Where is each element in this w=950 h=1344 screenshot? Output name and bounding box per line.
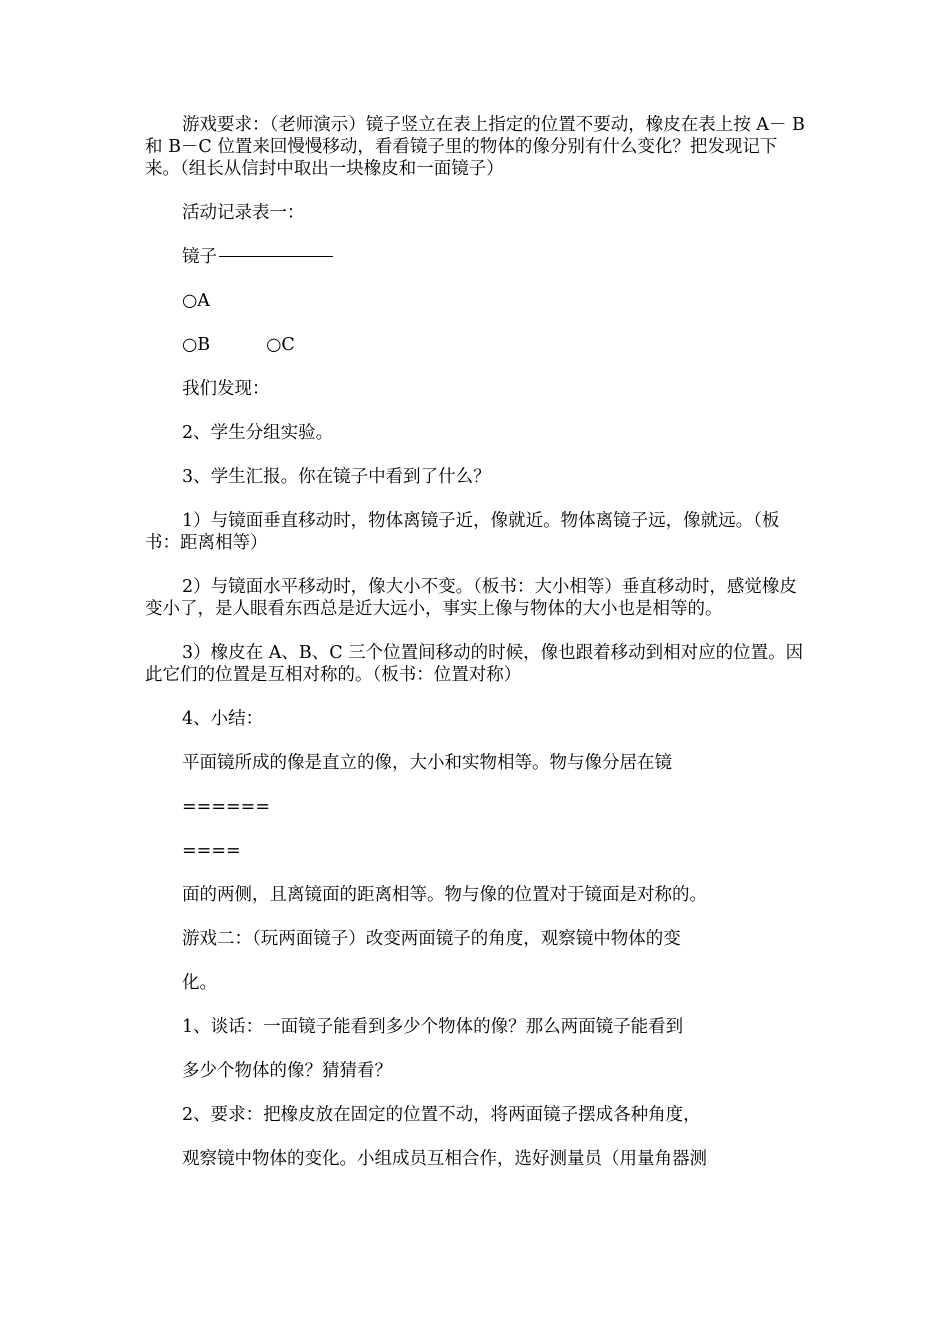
game-two-line-2: 化。 bbox=[182, 973, 217, 993]
point-a: ○A bbox=[182, 291, 210, 311]
activity-record-title: 活动记录表一： bbox=[182, 203, 305, 223]
talk-line-1: 1、谈话：一面镜子能看到多少个物体的像？那么两面镜子能看到 bbox=[182, 1017, 684, 1037]
separator-2: ==== bbox=[182, 841, 241, 861]
requirement-line-1: 2、要求：把橡皮放在固定的位置不动，将两面镜子摆成各种角度， bbox=[182, 1105, 701, 1125]
step-3-student-report: 3、学生汇报。你在镜子中看到了什么？ bbox=[182, 467, 491, 487]
summary-line-2: 面的两侧，且离镜面的距离相等。物与像的位置对于镜面是对称的。 bbox=[182, 885, 707, 905]
mirror-row bbox=[145, 246, 805, 268]
document-page bbox=[145, 114, 805, 1192]
game-two-line-1: 游戏二：（玩两面镜子）改变两面镜子的角度，观察镜中物体的变 bbox=[182, 929, 681, 949]
points-b-c-row bbox=[145, 334, 805, 356]
finding-2-size: 2）与镜面水平移动时，像大小不变。（板书：大小相等）垂直移动时，感觉橡皮变小了，是人眼看东西总是近大远小，事实上像与物体的大小也是相等的。 bbox=[145, 577, 797, 619]
talk-line-2: 多少个物体的像？猜猜看？ bbox=[182, 1061, 392, 1081]
summary-line-1: 平面镜所成的像是直立的像，大小和实物相等。物与像分居在镜 bbox=[182, 753, 672, 773]
mirror-label: 镜子 bbox=[182, 247, 217, 267]
point-b: ○B bbox=[182, 335, 211, 355]
step-4-summary: 4、小结： bbox=[182, 709, 264, 729]
game-requirements-paragraph: 游戏要求：（老师演示）镜子竖立在表上指定的位置不要动，橡皮在表上按 A－ B 和 B－C 位置来回慢慢移动，看看镜子里的物体的像分别有什么变化？把发现记下来。（组长从信封中取出一块橡皮和一面镜子） bbox=[145, 115, 805, 179]
finding-3-position: 3）橡皮在 A、B、C 三个位置间移动的时候，像也跟着移动到相对应的位置。因此它们的位置是互相对称的。（板书：位置对称） bbox=[145, 643, 804, 685]
separator-1: ====== bbox=[182, 797, 270, 817]
point-c: ○C bbox=[266, 335, 295, 355]
finding-1-distance: 1）与镜面垂直移动时，物体离镜子近，像就近。物体离镜子远，像就远。（板书：距离相等） bbox=[145, 511, 780, 553]
mirror-line bbox=[219, 256, 333, 257]
step-2-group-experiment: 2、学生分组实验。 bbox=[182, 423, 334, 443]
we-found: 我们发现： bbox=[182, 379, 270, 399]
requirement-line-2: 观察镜中物体的变化。小组成员互相合作，选好测量员（用量角器测 bbox=[182, 1149, 707, 1169]
